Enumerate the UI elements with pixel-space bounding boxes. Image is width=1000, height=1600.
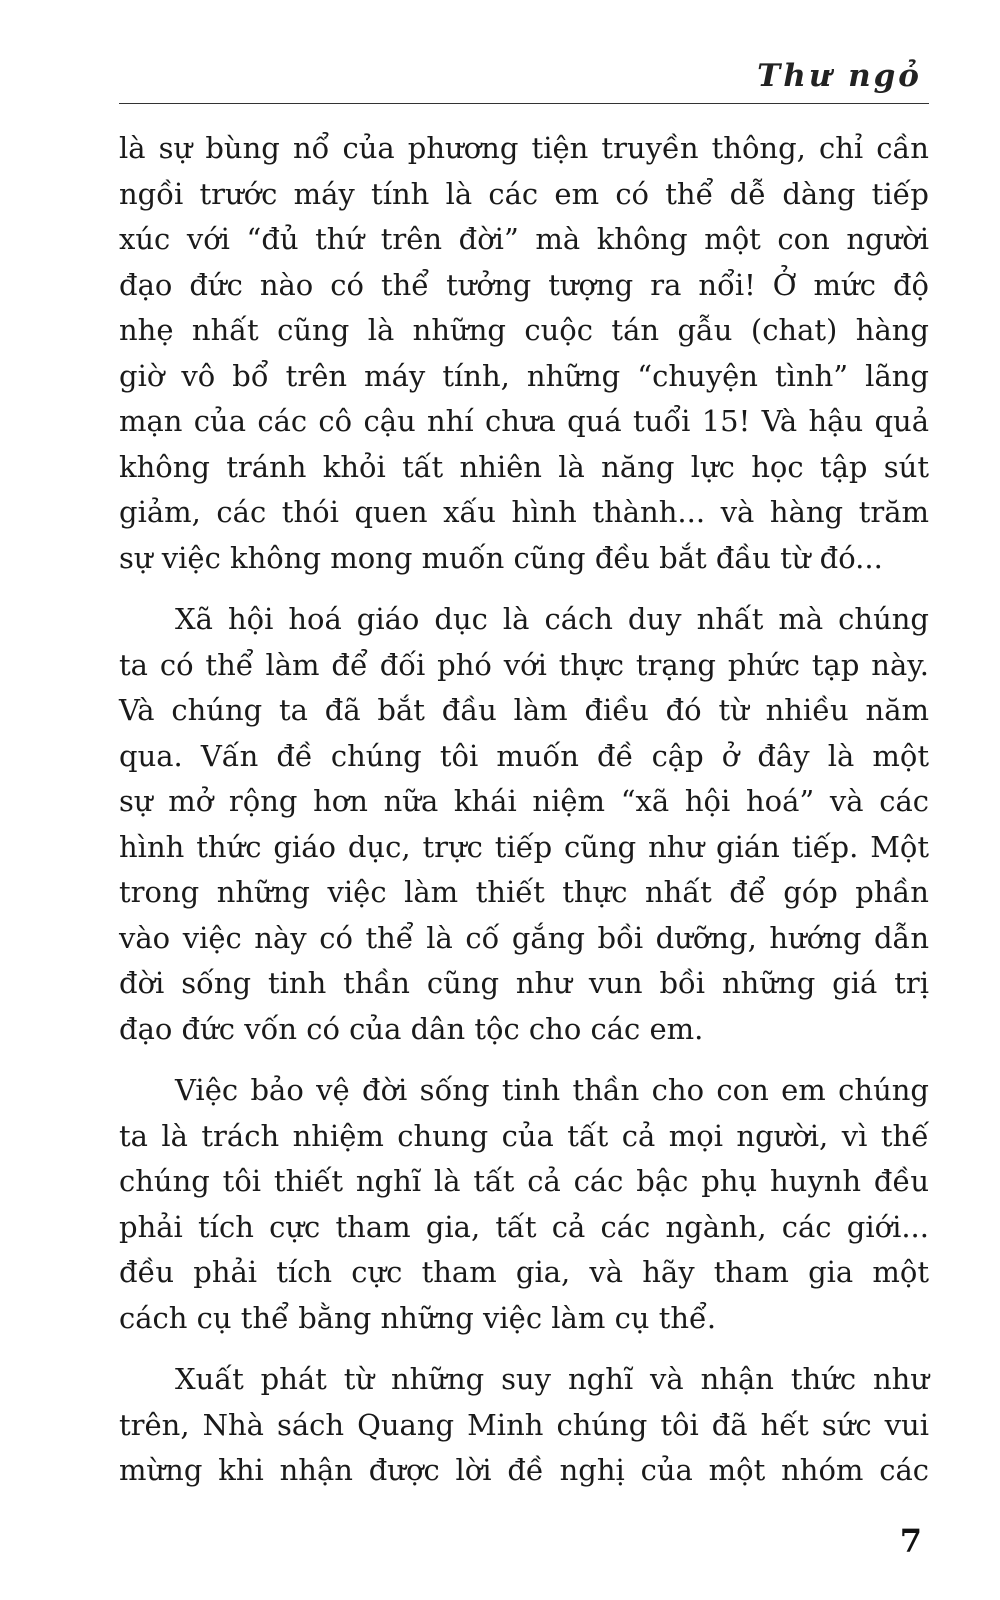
text-line: Việc bảo vệ đời sống tinh thần cho con em chúng bbox=[175, 1073, 929, 1107]
text-line: giảm, các thói quen xấu hình thành... và hàng trăm bbox=[119, 495, 929, 529]
text-line: qua. Vấn đề chúng tôi muốn đề cập ở đây là một bbox=[119, 738, 929, 773]
paragraph-4 bbox=[119, 1357, 929, 1494]
text-line: giờ vô bổ trên máy tính, những “chuyện tình” lãng bbox=[119, 358, 929, 393]
text-line: Và chúng ta đã bắt đầu làm điều đó từ nhiều năm bbox=[119, 693, 929, 727]
text-line: sự mở rộng hơn nữa khái niệm “xã hội hoá” và các bbox=[119, 784, 929, 818]
text-line: hình thức giáo dục, trực tiếp cũng như gián tiếp. Một bbox=[119, 829, 929, 864]
text-line: chúng tôi thiết nghĩ là tất cả các bậc phụ huynh đều bbox=[119, 1164, 929, 1198]
text-line: đạo đức vốn có của dân tộc cho các em. bbox=[119, 1011, 704, 1046]
text-line: Xã hội hoá giáo dục là cách duy nhất mà chúng bbox=[175, 602, 929, 636]
text-line: ngồi trước máy tính là các em có thể dễ dàng tiếp bbox=[119, 176, 929, 211]
text-line: là sự bùng nổ của phương tiện truyền thông, chỉ cần bbox=[119, 131, 929, 165]
paragraph-1 bbox=[119, 126, 929, 581]
text-line: xúc với “đủ thứ trên đời” mà không một con người bbox=[119, 222, 929, 256]
paragraph-3 bbox=[119, 1068, 929, 1341]
page-number: 7 bbox=[899, 1522, 922, 1560]
text-line: mừng khi nhận được lời đề nghị của một nhóm các bbox=[119, 1453, 929, 1487]
text-line: sự việc không mong muốn cũng đều bắt đầu từ đó... bbox=[119, 540, 883, 575]
text-line: vào việc này có thể là cố gắng bồi dưỡng, hướng dẫn bbox=[119, 920, 929, 955]
text-line: đạo đức nào có thể tưởng tượng ra nổi! Ở mức độ bbox=[119, 267, 929, 302]
text-line: Xuất phát từ những suy nghĩ và nhận thức như bbox=[175, 1362, 929, 1396]
header-rule bbox=[119, 103, 929, 104]
text-line: trong những việc làm thiết thực nhất để góp phần bbox=[119, 875, 929, 909]
text-line: phải tích cực tham gia, tất cả các ngành, các giới... bbox=[119, 1209, 929, 1244]
paragraph-2 bbox=[119, 597, 929, 1052]
text-line: nhẹ nhất cũng là những cuộc tán gẫu (chat) hàng bbox=[119, 313, 929, 347]
running-title: Thư ngỏ bbox=[757, 58, 922, 94]
text-line: mạn của các cô cậu nhí chưa quá tuổi 15! Và hậu quả bbox=[119, 404, 929, 438]
text-line: không tránh khỏi tất nhiên là năng lực học tập sút bbox=[119, 449, 929, 484]
text-line: ta là trách nhiệm chung của tất cả mọi người, vì thế bbox=[119, 1118, 929, 1153]
text-line: trên, Nhà sách Quang Minh chúng tôi đã hết sức vui bbox=[119, 1407, 929, 1442]
text-line: đều phải tích cực tham gia, và hãy tham gia một bbox=[119, 1255, 929, 1289]
body-text bbox=[119, 126, 929, 1510]
text-line: cách cụ thể bằng những việc làm cụ thể. bbox=[119, 1300, 717, 1335]
text-line: ta có thể làm để đối phó với thực trạng phức tạp này. bbox=[119, 647, 929, 682]
text-line: đời sống tinh thần cũng như vun bồi những giá trị bbox=[119, 966, 929, 1000]
